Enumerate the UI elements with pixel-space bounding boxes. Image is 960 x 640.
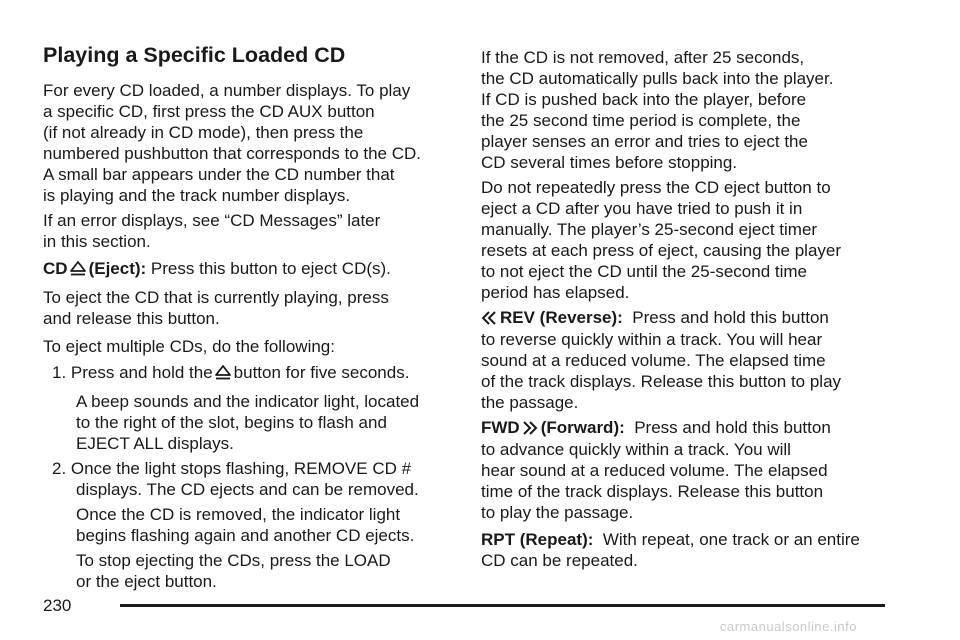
step-1-text-end: button for five seconds. [233, 363, 410, 382]
paragraph-line: CD several times before stopping. [481, 153, 738, 172]
paragraph-line: If an error displays, see “CD Messages” later [43, 211, 381, 230]
rpt-description: With repeat, one track or an entire [602, 530, 860, 549]
paragraph-line: in this section. [43, 232, 151, 251]
eject-icon [70, 260, 86, 281]
eject-icon [215, 364, 231, 385]
step-detail-line: To stop ejecting the CDs, press the LOAD [76, 551, 391, 570]
section-title: Playing a Specific Loaded CD [43, 43, 346, 67]
paragraph-line: numbered pushbutton that corresponds to the CD. [43, 144, 422, 163]
paragraph-line: period has elapsed. [481, 283, 630, 302]
paragraph-line: resets at each press of eject, causing the player [481, 241, 842, 260]
step-detail-line: A beep sounds and the indicator light, located [76, 392, 420, 411]
fwd-label-suffix: (Forward): [540, 418, 625, 437]
fwd-definition [481, 417, 831, 440]
paragraph-line: of the track displays. Release this button to play [481, 372, 842, 391]
rev-description: Press and hold this button [632, 308, 829, 327]
paragraph-line: to reverse quickly within a track. You will hear [481, 330, 823, 349]
paragraph-line: sound at a reduced volume. The elapsed time [481, 351, 826, 370]
paragraph-line: If the CD is not removed, after 25 seconds, [481, 48, 805, 67]
watermark: carmanualsonline.info [720, 619, 857, 634]
paragraph-line: To eject the CD that is currently playing, press [43, 288, 389, 307]
paragraph-line: A small bar appears under the CD number that [43, 165, 395, 184]
step-2-line: displays. The CD ejects and can be removed. [76, 480, 419, 499]
paragraph-line: to play the passage. [481, 503, 634, 522]
rev-definition [481, 307, 829, 330]
step-detail-line: EJECT ALL displays. [76, 434, 234, 453]
paragraph-line: CD can be repeated. [481, 551, 638, 570]
fwd-description: Press and hold this button [634, 418, 831, 437]
paragraph-line: eject a CD after you have tried to push it in [481, 199, 803, 218]
eject-description: Press this button to eject CD(s). [150, 259, 391, 278]
step-detail-line: or the eject button. [76, 572, 217, 591]
paragraph-line: (if not already in CD mode), then press the [43, 123, 364, 142]
paragraph-line: the passage. [481, 393, 579, 412]
page-number: 230 [43, 596, 72, 615]
paragraph-line: to advance quickly within a track. You will [481, 440, 791, 459]
footer-rule [120, 604, 885, 607]
fwd-label: FWD [481, 418, 520, 437]
step-detail-line: to the right of the slot, begins to flash and [76, 413, 387, 432]
paragraph-line: manually. The player’s 25-second eject timer [481, 220, 818, 239]
paragraph-line: is playing and the track number displays. [43, 186, 351, 205]
paragraph-line: and release this button. [43, 309, 220, 328]
paragraph-line: If CD is pushed back into the player, before [481, 90, 807, 109]
paragraph-line: to not eject the CD until the 25-second time [481, 262, 808, 281]
double-chevron-right-icon [522, 419, 538, 440]
paragraph-line: a specific CD, first press the CD AUX button [43, 102, 375, 121]
step-1 [52, 362, 409, 385]
paragraph-line: Do not repeatedly press the CD eject button to [481, 178, 831, 197]
paragraph-line: the CD automatically pulls back into the player. [481, 69, 834, 88]
eject-definition [43, 258, 391, 281]
paragraph-line: the 25 second time period is complete, the [481, 111, 801, 130]
eject-label: CD [43, 259, 68, 278]
paragraph-line: hear sound at a reduced volume. The elapsed [481, 461, 828, 480]
paragraph-line: time of the track displays. Release this button [481, 482, 824, 501]
step-detail-line: begins flashing again and another CD ejects. [76, 526, 415, 545]
rpt-definition [481, 529, 860, 550]
step-detail-line: Once the CD is removed, the indicator light [76, 505, 401, 524]
step-1-text: 1. Press and hold the [52, 363, 213, 382]
rpt-label: RPT (Repeat): [481, 530, 594, 549]
step-2: 2. Once the light stops flashing, REMOVE CD # [52, 459, 412, 478]
paragraph-line: For every CD loaded, a number displays. To play [43, 81, 411, 100]
paragraph-line: player senses an error and tries to eject the [481, 132, 808, 151]
eject-label-suffix: (Eject): [88, 259, 147, 278]
double-chevron-left-icon [481, 309, 497, 330]
paragraph-line: To eject multiple CDs, do the following: [43, 337, 335, 356]
rev-label: REV (Reverse): [500, 308, 623, 327]
